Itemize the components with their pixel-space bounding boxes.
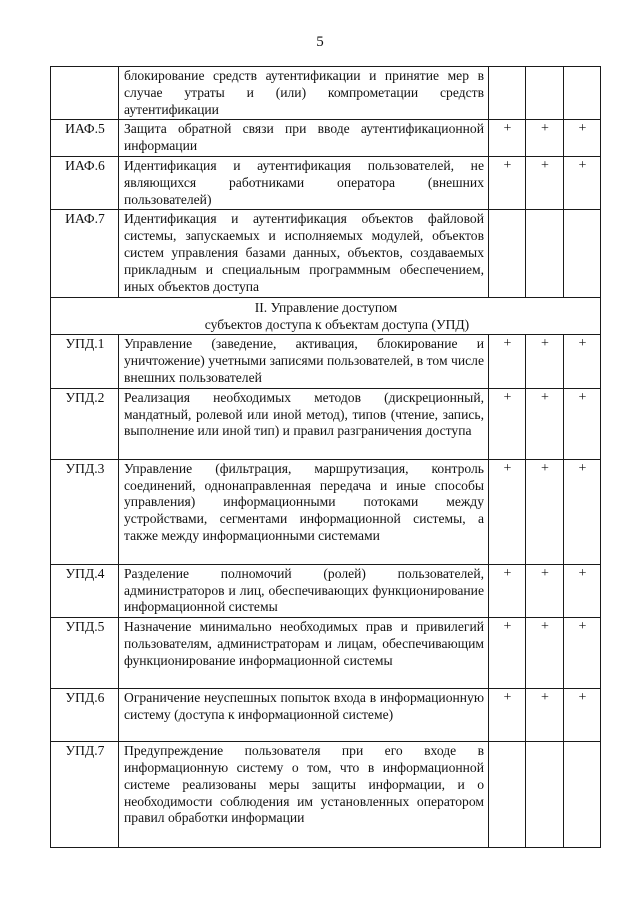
measure-code: УПД.2 — [51, 388, 119, 459]
section-title-line-1: II. Управление доступом — [254, 300, 398, 316]
section-header-row — [51, 298, 601, 335]
class-mark-1: + — [489, 459, 526, 564]
class-mark-3: + — [564, 564, 601, 617]
class-mark-1 — [489, 742, 526, 848]
class-mark-2: + — [526, 335, 564, 388]
measure-description: Реализация необходимых методов (дискреционный, мандатный, ролевой или иной метод), типов (чтение, запись, выполнение или иной тип) и правил разграничения доступа — [119, 388, 489, 459]
table-row — [51, 388, 601, 459]
class-mark-1: + — [489, 156, 526, 209]
class-mark-3: + — [564, 689, 601, 742]
table-row — [51, 335, 601, 388]
measure-code: УПД.5 — [51, 618, 119, 689]
measure-description: Идентификация и аутентификация объектов файловой системы, запускаемых и исполняемых модулей, объектов систем управления базами данных, объектов, создаваемых прикладным и специальным программным обеспечением, иных объектов доступа — [119, 210, 489, 298]
measure-description: Защита обратной связи при вводе аутентификационной информации — [119, 120, 489, 157]
class-mark-2 — [526, 742, 564, 848]
class-mark-2: + — [526, 564, 564, 617]
measure-code — [51, 67, 119, 120]
page-number: 5 — [316, 34, 324, 50]
table-row — [51, 618, 601, 689]
measure-description: блокирование средств аутентификации и принятие мер в случае утраты и (или) компрометации средств аутентификации — [119, 67, 489, 120]
class-mark-3: + — [564, 459, 601, 564]
class-mark-1: + — [489, 564, 526, 617]
class-mark-2: + — [526, 120, 564, 157]
table-row — [51, 689, 601, 742]
measure-description: Управление (заведение, активация, блокирование и уничтожение) учетными записями пользователей, в том числе внешних пользователей — [119, 335, 489, 388]
class-mark-3 — [564, 67, 601, 120]
table-row — [51, 156, 601, 209]
class-mark-1: + — [489, 335, 526, 388]
security-measures-table — [50, 66, 601, 848]
measure-code: УПД.4 — [51, 564, 119, 617]
class-mark-3: + — [564, 335, 601, 388]
class-mark-2: + — [526, 156, 564, 209]
class-mark-3: + — [564, 156, 601, 209]
table-row — [51, 742, 601, 848]
measure-description: Разделение полномочий (ролей) пользователей, администраторов и лиц, обеспечивающих функционирование информационной системы — [119, 564, 489, 617]
class-mark-3: + — [564, 618, 601, 689]
measure-description: Назначение минимально необходимых прав и привилегий пользователям, администраторам и лицам, обеспечивающим функционирование информационной системы — [119, 618, 489, 689]
class-mark-2: + — [526, 388, 564, 459]
class-mark-3: + — [564, 388, 601, 459]
class-mark-1 — [489, 67, 526, 120]
class-mark-1: + — [489, 120, 526, 157]
class-mark-1 — [489, 210, 526, 298]
class-mark-2: + — [526, 689, 564, 742]
measure-code: ИАФ.6 — [51, 156, 119, 209]
class-mark-2 — [526, 210, 564, 298]
table-row — [51, 564, 601, 617]
measure-code: ИАФ.7 — [51, 210, 119, 298]
section-title — [51, 298, 601, 335]
class-mark-3 — [564, 742, 601, 848]
measure-code: УПД.3 — [51, 459, 119, 564]
section-title-line-2: субъектов доступа к объектам доступа (УПД) — [204, 317, 470, 333]
measure-description: Предупреждение пользователя при его входе в информационную систему о том, что в информационной системе реализованы меры защиты информации, и о необходимости соблюдения им установленных оператором правил обработки информации — [119, 742, 489, 848]
class-mark-1: + — [489, 618, 526, 689]
class-mark-1: + — [489, 689, 526, 742]
table-row — [51, 459, 601, 564]
measure-code: УПД.1 — [51, 335, 119, 388]
class-mark-2: + — [526, 618, 564, 689]
class-mark-2 — [526, 67, 564, 120]
measure-description: Управление (фильтрация, маршрутизация, контроль соединений, однонаправленная передача и иные способы управления) информационными потоками между устройствами, сегментами информационной системы, а также между информационными системами — [119, 459, 489, 564]
measure-description: Идентификация и аутентификация пользователей, не являющихся работниками оператора (внешних пользователей) — [119, 156, 489, 209]
table-row — [51, 120, 601, 157]
table-row — [51, 210, 601, 298]
measure-description: Ограничение неуспешных попыток входа в информационную систему (доступа к информационной системе) — [119, 689, 489, 742]
measure-code: УПД.6 — [51, 689, 119, 742]
class-mark-2: + — [526, 459, 564, 564]
class-mark-3 — [564, 210, 601, 298]
class-mark-3: + — [564, 120, 601, 157]
measure-code: УПД.7 — [51, 742, 119, 848]
measure-code: ИАФ.5 — [51, 120, 119, 157]
table-row — [51, 67, 601, 120]
class-mark-1: + — [489, 388, 526, 459]
